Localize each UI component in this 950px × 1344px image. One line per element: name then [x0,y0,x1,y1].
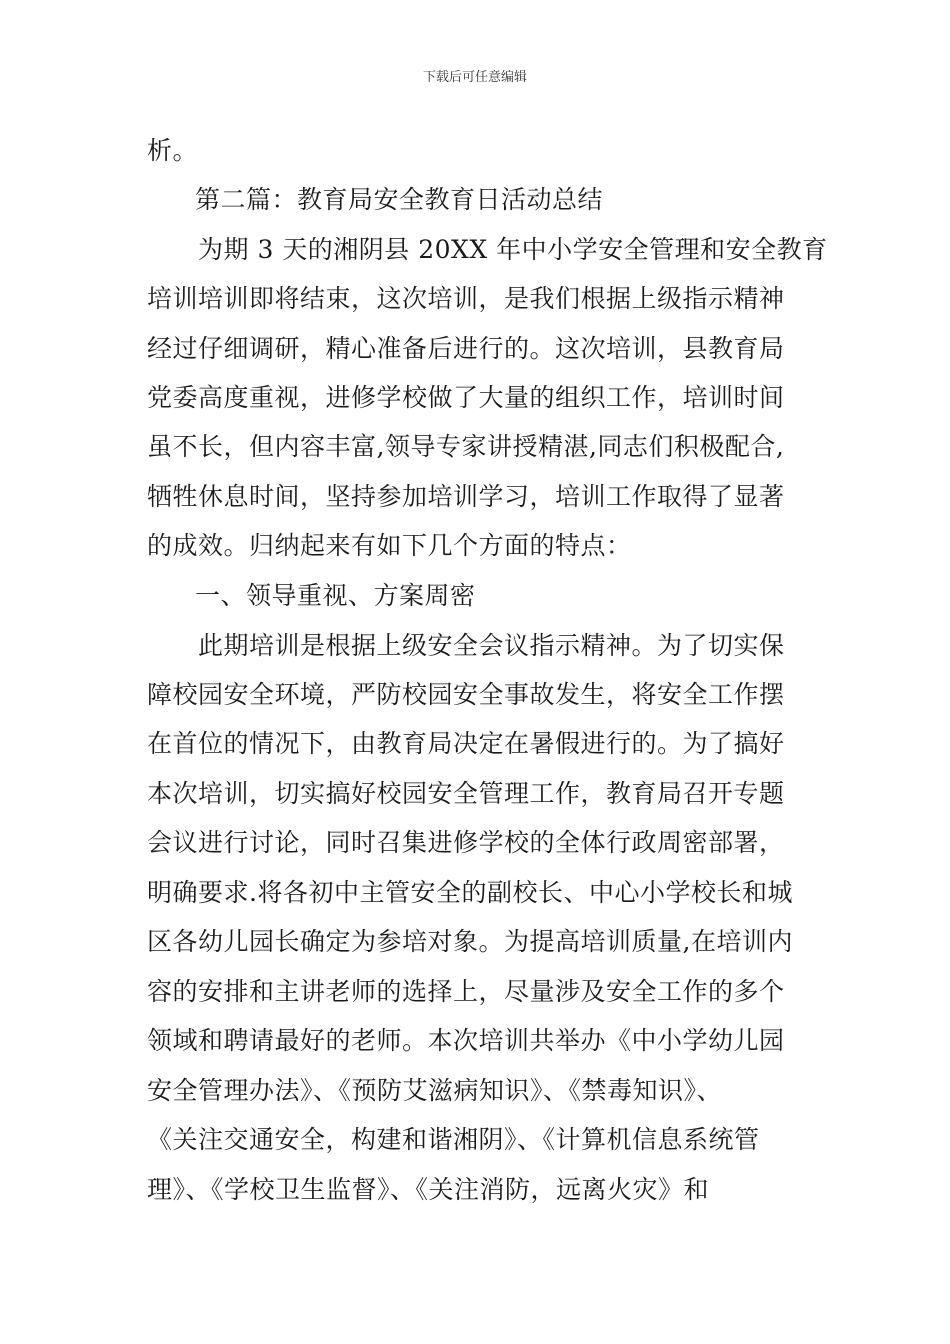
text-line: 党委高度重视，进修学校做了大量的组织工作，培训时间 [147,383,785,412]
text-line: 的成效。归纳起来有如下几个方面的特点： [147,531,632,560]
text-line: 经过仔细调研，精心准备后进行的。这次培训，县教育局 [147,334,785,363]
text-line: 培训培训即将结束，这次培训，是我们根据上级指示精神 [147,284,785,313]
text-line: 障校园安全环境，严防校园安全事故发生，将安全工作摆 [147,680,785,709]
text-line: 在首位的情况下，由教育局决定在暑假进行的。为了搞好 [147,729,785,758]
text-line: 安全管理办法》、《预防艾滋病知识》、《禁毒知识》、 [147,1076,723,1105]
text-line: 析。 [147,136,199,165]
text-line: 此期培训是根据上级安全会议指示精神。为了切实保 [198,631,785,660]
text-line: 会议进行讨论，同时召集进修学校的全体行政周密部署， [147,828,785,857]
text-line: 牺牲休息时间，坚持参加培训学习，培训工作取得了显著 [147,482,785,511]
text-line: 明确要求.将各初中主管安全的副校长、中心小学校长和城 [147,878,793,907]
text-line: 领域和聘请最好的老师。本次培训共举办《中小学幼儿园 [147,1026,785,1055]
text-line: 《关注交通安全，构建和谐湘阴》、《计算机信息系统管 [147,1125,760,1154]
section-heading: 第二篇：教育局安全教育日活动总结 [195,185,604,214]
page-header: 下载后可任意编辑 [422,70,527,85]
text-line: 理》、《学校卫生监督》、《关注消防，远离火灾》和 [147,1175,710,1204]
text-line: 容的安排和主讲老师的选择上，尽量涉及安全工作的多个 [147,977,785,1006]
text-line: 本次培训，切实搞好校园安全管理工作，教育局召开专题 [147,779,785,808]
text-line: 虽不长，但内容丰富,领导专家讲授精湛,同志们积极配合, [147,432,785,461]
text-line: 为期 3 天的湘阴县 20XX 年中小学安全管理和安全教育 [198,235,828,264]
subsection-heading: 一、领导重视、方案周密 [195,581,476,610]
text-line: 区各幼儿园长确定为参培对象。为提高培训质量,在培训内 [147,927,793,956]
